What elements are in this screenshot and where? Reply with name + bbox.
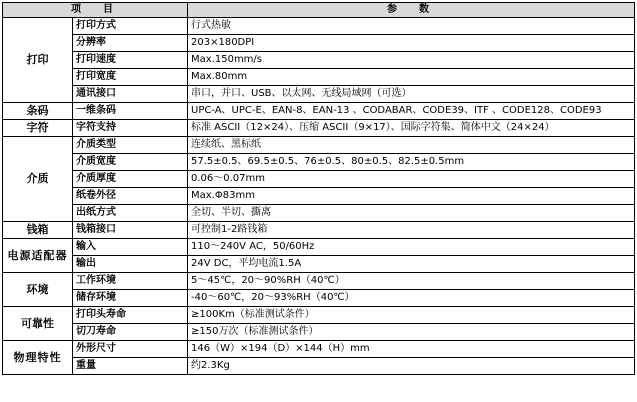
category-cell: 电源适配器 <box>3 239 73 273</box>
item-cell: 打印头寿命 <box>73 307 188 324</box>
category-cell: 条码 <box>3 103 73 120</box>
item-cell: 工作环境 <box>73 273 188 290</box>
table-row <box>3 18 635 35</box>
table-row <box>3 154 635 171</box>
item-cell: 输入 <box>73 239 188 256</box>
category-cell: 字符 <box>3 120 73 137</box>
value-cell: 行式热敏 <box>188 18 635 35</box>
table-row <box>3 35 635 52</box>
item-cell: 打印速度 <box>73 52 188 69</box>
header-item: 项 目 <box>3 3 188 18</box>
value-cell: Max.80mm <box>188 69 635 86</box>
category-cell: 物理特性 <box>3 341 73 375</box>
item-cell: 输出 <box>73 256 188 273</box>
item-cell: 一维条码 <box>73 103 188 120</box>
value-cell: 110～240V AC，50/60Hz <box>188 239 635 256</box>
table-row <box>3 273 635 290</box>
table-row <box>3 52 635 69</box>
item-cell: 字符支持 <box>73 120 188 137</box>
table-row <box>3 69 635 86</box>
category-cell: 钱箱 <box>3 222 73 239</box>
value-cell: Max.150mm/s <box>188 52 635 69</box>
item-cell: 打印方式 <box>73 18 188 35</box>
spec-body <box>3 18 635 375</box>
table-row <box>3 341 635 358</box>
value-cell: 约2.3Kg <box>188 358 635 375</box>
item-cell: 分辨率 <box>73 35 188 52</box>
value-cell: 24V DC，平均电流1.5A <box>188 256 635 273</box>
value-cell: UPC-A、UPC-E、EAN-8、EAN-13 、CODABAR、CODE39、ITF 、CODE128、CODE93 <box>188 103 635 120</box>
spec-table <box>2 2 635 375</box>
table-row <box>3 307 635 324</box>
value-cell: ≥150万次（标准测试条件） <box>188 324 635 341</box>
value-cell: 串口，并口、USB、以太网、无线局域网（可选） <box>188 86 635 103</box>
table-row <box>3 239 635 256</box>
item-cell: 重量 <box>73 358 188 375</box>
table-row <box>3 137 635 154</box>
table-row <box>3 86 635 103</box>
category-cell: 环境 <box>3 273 73 307</box>
value-cell: 0.06～0.07mm <box>188 171 635 188</box>
table-row <box>3 222 635 239</box>
value-cell: -40～60℃，20～93%RH（40℃） <box>188 290 635 307</box>
category-cell: 介质 <box>3 137 73 222</box>
value-cell: 5～45℃，20～90%RH（40℃） <box>188 273 635 290</box>
value-cell: 57.5±0.5、69.5±0.5、76±0.5、80±0.5、82.5±0.5mm <box>188 154 635 171</box>
table-row <box>3 205 635 222</box>
table-row <box>3 358 635 375</box>
value-cell: ≥100Km（标准测试条件） <box>188 307 635 324</box>
value-cell: 146（W）×194（D）×144（H）mm <box>188 341 635 358</box>
category-cell: 可靠性 <box>3 307 73 341</box>
item-cell: 钱箱接口 <box>73 222 188 239</box>
header-row <box>3 3 635 18</box>
item-cell: 纸卷外径 <box>73 188 188 205</box>
item-cell: 介质类型 <box>73 137 188 154</box>
item-cell: 出纸方式 <box>73 205 188 222</box>
item-cell: 储存环境 <box>73 290 188 307</box>
value-cell: Max.Φ83mm <box>188 188 635 205</box>
value-cell: 可控制1-2路钱箱 <box>188 222 635 239</box>
item-cell: 切刀寿命 <box>73 324 188 341</box>
table-row <box>3 256 635 273</box>
table-row <box>3 171 635 188</box>
value-cell: 203×180DPI <box>188 35 635 52</box>
table-row <box>3 120 635 137</box>
item-cell: 介质厚度 <box>73 171 188 188</box>
item-cell: 介质宽度 <box>73 154 188 171</box>
table-row <box>3 188 635 205</box>
table-row <box>3 103 635 120</box>
item-cell: 打印宽度 <box>73 69 188 86</box>
value-cell: 连续纸、黑标纸 <box>188 137 635 154</box>
header-param: 参 数 <box>188 3 635 18</box>
value-cell: 全切、半切、撕离 <box>188 205 635 222</box>
item-cell: 通讯接口 <box>73 86 188 103</box>
category-cell: 打印 <box>3 18 73 103</box>
value-cell: 标准 ASCII（12×24）、压缩 ASCII（9×17）、国际字符集、简体中文（24×24） <box>188 120 635 137</box>
spec-table-container <box>2 2 634 375</box>
table-row <box>3 290 635 307</box>
item-cell: 外形尺寸 <box>73 341 188 358</box>
table-row <box>3 324 635 341</box>
